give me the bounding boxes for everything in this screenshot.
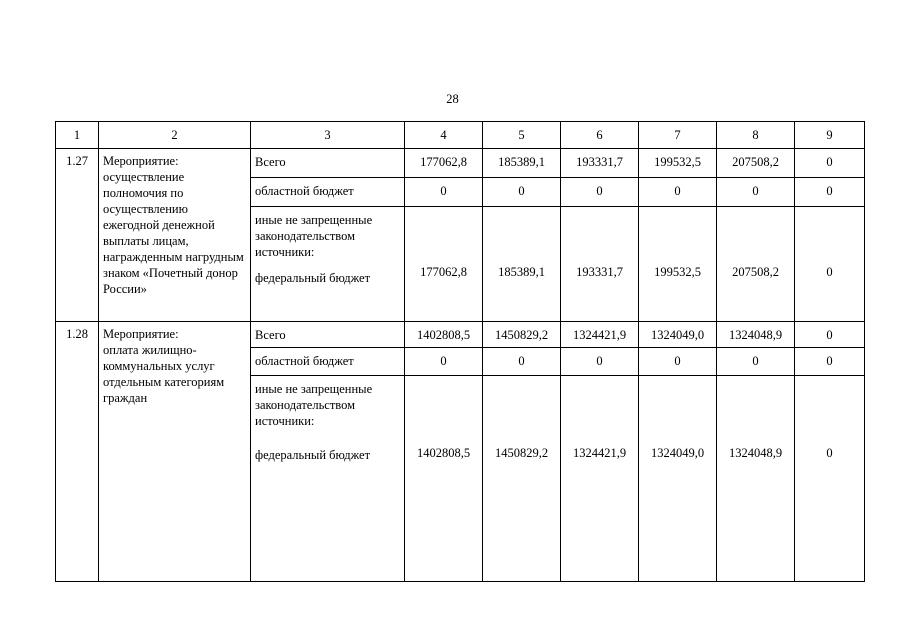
source-label: областной бюджет	[251, 348, 405, 376]
source-label	[251, 207, 405, 322]
column-header: 8	[717, 122, 795, 149]
value-cell: 0	[795, 348, 865, 376]
source-label: Всего	[251, 322, 405, 348]
value-cell: 1324421,9	[561, 376, 639, 582]
federal-budget-label: федеральный бюджет	[255, 271, 371, 285]
value-cell: 1402808,5	[405, 376, 483, 582]
row-number: 1.27	[56, 149, 99, 322]
row-number: 1.28	[56, 322, 99, 582]
value-cell: 0	[795, 322, 865, 348]
value-cell: 0	[717, 348, 795, 376]
value-cell: 185389,1	[483, 207, 561, 322]
table-header-row	[56, 122, 865, 149]
measure-description	[99, 322, 251, 582]
column-header: 4	[405, 122, 483, 149]
value-cell: 0	[405, 178, 483, 207]
source-label: областной бюджет	[251, 178, 405, 207]
value-cell: 1324421,9	[561, 322, 639, 348]
value-cell: 1450829,2	[483, 322, 561, 348]
value-cell: 0	[483, 178, 561, 207]
column-header: 6	[561, 122, 639, 149]
measure-description	[99, 149, 251, 322]
measure-text: оплата жилищно-коммунальных услуг отдельным категориям граждан	[103, 343, 225, 405]
value-cell: 0	[561, 178, 639, 207]
table-row	[56, 322, 865, 348]
value-cell: 193331,7	[561, 207, 639, 322]
value-cell: 0	[483, 348, 561, 376]
measure-title: Мероприятие:	[103, 327, 179, 341]
page-number: 28	[446, 92, 459, 106]
column-header: 2	[99, 122, 251, 149]
value-cell: 0	[795, 149, 865, 178]
value-cell: 0	[795, 376, 865, 582]
value-cell: 199532,5	[639, 149, 717, 178]
measure-text: осуществление полномочия по осуществлению ежегодной денежной выплаты лицам, награжденным нагрудным знаком «Почетный донор России»	[103, 170, 244, 296]
value-cell: 207508,2	[717, 207, 795, 322]
value-cell: 207508,2	[717, 149, 795, 178]
value-cell: 1324049,0	[639, 376, 717, 582]
value-cell: 0	[717, 178, 795, 207]
value-cell: 1402808,5	[405, 322, 483, 348]
budget-table	[55, 121, 865, 582]
federal-budget-label: федеральный бюджет	[255, 448, 371, 462]
value-cell: 185389,1	[483, 149, 561, 178]
column-header: 9	[795, 122, 865, 149]
value-cell: 177062,8	[405, 149, 483, 178]
value-cell: 0	[405, 348, 483, 376]
value-cell: 0	[639, 178, 717, 207]
source-label: Всего	[251, 149, 405, 178]
value-cell: 199532,5	[639, 207, 717, 322]
table-row	[56, 149, 865, 178]
column-header: 1	[56, 122, 99, 149]
column-header: 5	[483, 122, 561, 149]
value-cell: 0	[795, 178, 865, 207]
value-cell: 1324049,0	[639, 322, 717, 348]
value-cell: 0	[795, 207, 865, 322]
value-cell: 1450829,2	[483, 376, 561, 582]
value-cell: 0	[561, 348, 639, 376]
value-cell: 0	[639, 348, 717, 376]
value-cell: 193331,7	[561, 149, 639, 178]
value-cell: 177062,8	[405, 207, 483, 322]
value-cell: 1324048,9	[717, 376, 795, 582]
source-label	[251, 376, 405, 582]
other-sources-label: иные не запрещенные законодательством источники:	[255, 382, 373, 428]
value-cell: 1324048,9	[717, 322, 795, 348]
column-header: 7	[639, 122, 717, 149]
column-header: 3	[251, 122, 405, 149]
other-sources-label: иные не запрещенные законодательством источники:	[255, 213, 373, 259]
measure-title: Мероприятие:	[103, 154, 179, 168]
